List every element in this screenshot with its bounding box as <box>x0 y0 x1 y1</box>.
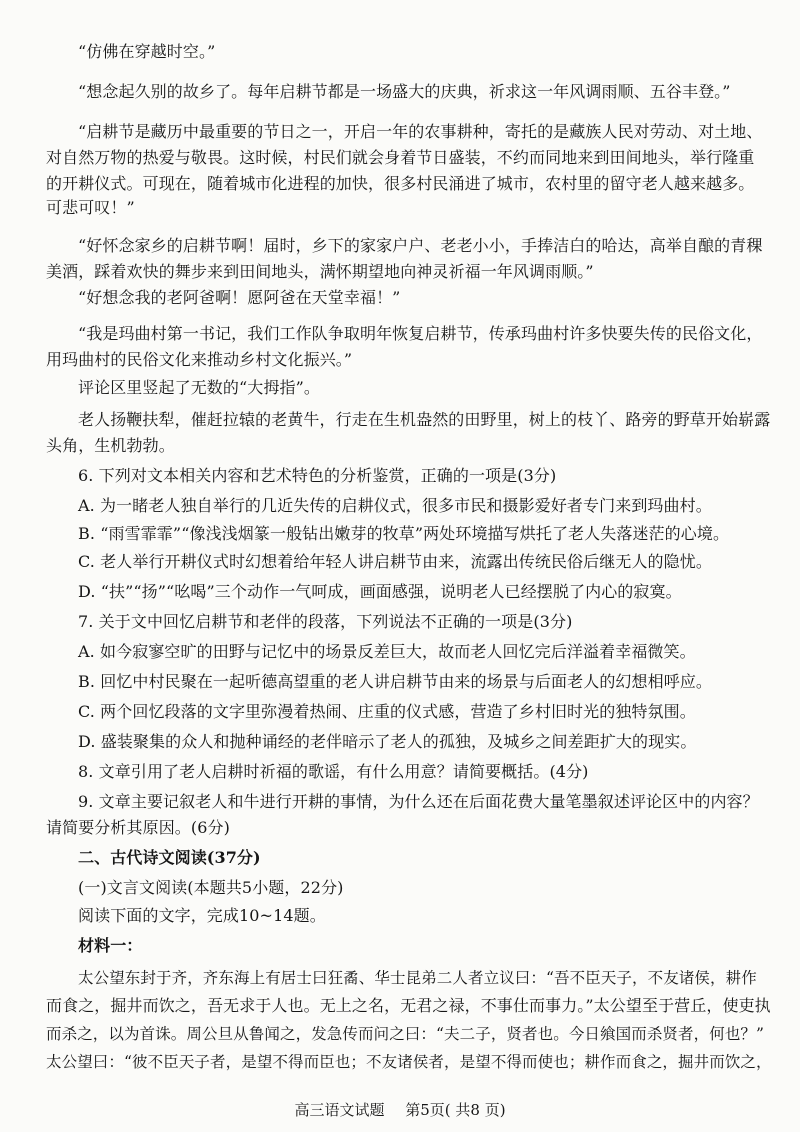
text-line: “我是玛曲村第一书记，我们工作队争取明年恢复启耕节，传承玛曲村许多快要失传的民俗文化， <box>78 324 763 343</box>
text-line: 老人扬鞭扶犁，催赶拉辕的老黄牛，行走在生机盎然的田野里，树上的枝丫、路旁的野草开始崭露 <box>78 410 771 429</box>
material-label: 材料一： <box>78 936 143 955</box>
question-7: 7. 关于文中回忆启耕节和老伴的段落，下列说法不正确的一项是(3分) <box>78 612 573 631</box>
text-line: 头角，生机勃勃。 <box>46 436 175 455</box>
subsection-heading: (一)文言文阅读(本题共5小题，22分) <box>78 878 344 897</box>
section-heading: 二、古代诗文阅读(37分) <box>78 848 261 867</box>
text-line: “好怀念家乡的启耕节啊！届时，乡下的家家户户、老老小小，手捧洁白的哈达，高举自酿的青稞 <box>78 236 763 255</box>
instruction: 阅读下面的文字，完成10~14题。 <box>78 906 326 925</box>
text-line: “启耕节是藏历中最重要的节日之一，开启一年的农事耕种，寄托的是藏族人民对劳动、对土地、 <box>78 122 763 141</box>
text-line: 的开耕仪式。可现在，随着城市化进程的加快，很多村民涌进了城市，农村里的留守老人越来越多。 <box>46 174 755 193</box>
question-9: 9. 文章主要记叙老人和牛进行开耕的事情，为什么还在后面花费大量笔墨叙述评论区中的内容？ <box>78 792 759 811</box>
exam-title: 高三语文试题 <box>294 1101 385 1119</box>
option-6c: C. 老人举行开耕仪式时幻想着给年轻人讲启耕节由来，流露出传统民俗后继无人的隐忧。 <box>78 552 712 571</box>
classical-text-line: 太公望东封于齐，齐东海上有居士曰狂矞、华士昆弟二人者立议曰：“吾不臣天子，不友诸侯，耕作 <box>78 969 757 987</box>
text-line: 请简要分析其原因。(6分) <box>46 818 230 837</box>
text-line: 可悲可叹！” <box>46 198 135 217</box>
page-footer <box>0 1100 800 1120</box>
text-line: 对自然万物的热爱与敬畏。这时候，村民们就会身着节日盛装，不约而同地来到田间地头，举行隆重 <box>46 148 755 167</box>
text-line: “想念起久别的故乡了。每年启耕节都是一场盛大的庆典，祈求这一年风调雨顺、五谷丰登。” <box>78 82 731 101</box>
option-7a: A. 如今寂寥空旷的田野与记忆中的场景反差巨大，故而老人回忆完后洋溢着幸福微笑。 <box>78 642 696 661</box>
option-7b: B. 回忆中村民聚在一起听德高望重的老人讲启耕节由来的场景与后面老人的幻想相呼应。 <box>78 672 713 691</box>
text-line: “好想念我的老阿爸啊！愿阿爸在天堂幸福！” <box>78 288 401 307</box>
page-number: 第5页( 共8 页) <box>405 1101 506 1119</box>
option-6b: B. “雨雪霏霏”“像浅浅烟篆一般钻出嫩芽的牧草”两处环境描写烘托了老人失落迷茫的心境。 <box>78 524 730 543</box>
option-6a: A. 为一睹老人独自举行的几近失传的启耕仪式，很多市民和摄影爱好者专门来到玛曲村。 <box>78 496 712 515</box>
text-line: “仿佛在穿越时空。” <box>78 42 216 61</box>
classical-text-line: 而食之，掘井而饮之，吾无求于人也。无上之名，无君之禄，不事仕而事力。”太公望至于营丘，使吏执 <box>46 996 771 1015</box>
option-7c: C. 两个回忆段落的文字里弥漫着热闹、庄重的仪式感，营造了乡村旧时光的独特氛围。 <box>78 702 696 721</box>
text-line: 美酒，踩着欢快的舞步来到田间地头，满怀期望地向神灵祈福一年风调雨顺。” <box>46 262 594 281</box>
question-6: 6. 下列对文本相关内容和艺术特色的分析鉴赏，正确的一项是(3分) <box>78 466 557 485</box>
text-line: 用玛曲村的民俗文化来推动乡村文化振兴。” <box>46 350 353 369</box>
question-8: 8. 文章引用了老人启耕时祈福的歌谣，有什么用意？请简要概括。(4分) <box>78 762 589 781</box>
text-line: 评论区里竖起了无数的“大拇指”。 <box>78 378 320 397</box>
option-6d: D. “扶”“扬”“吆喝”三个动作一气呵成，画面感强，说明老人已经摆脱了内心的寂寞。 <box>78 582 682 601</box>
option-7d: D. 盛装聚集的众人和抛种诵经的老伴暗示了老人的孤独，及城乡之间差距扩大的现实。 <box>78 732 697 751</box>
classical-text-line: 而杀之，以为首诛。周公旦从鲁闻之，发急传而问之曰：“夫二子，贤者也。今日飨国而杀贤者，何也？” <box>46 1025 765 1043</box>
classical-text-line: 太公望曰：“彼不臣天子者，是望不得而臣也；不友诸侯者，是望不得而使也；耕作而食之，掘井而饮之， <box>46 1053 772 1071</box>
